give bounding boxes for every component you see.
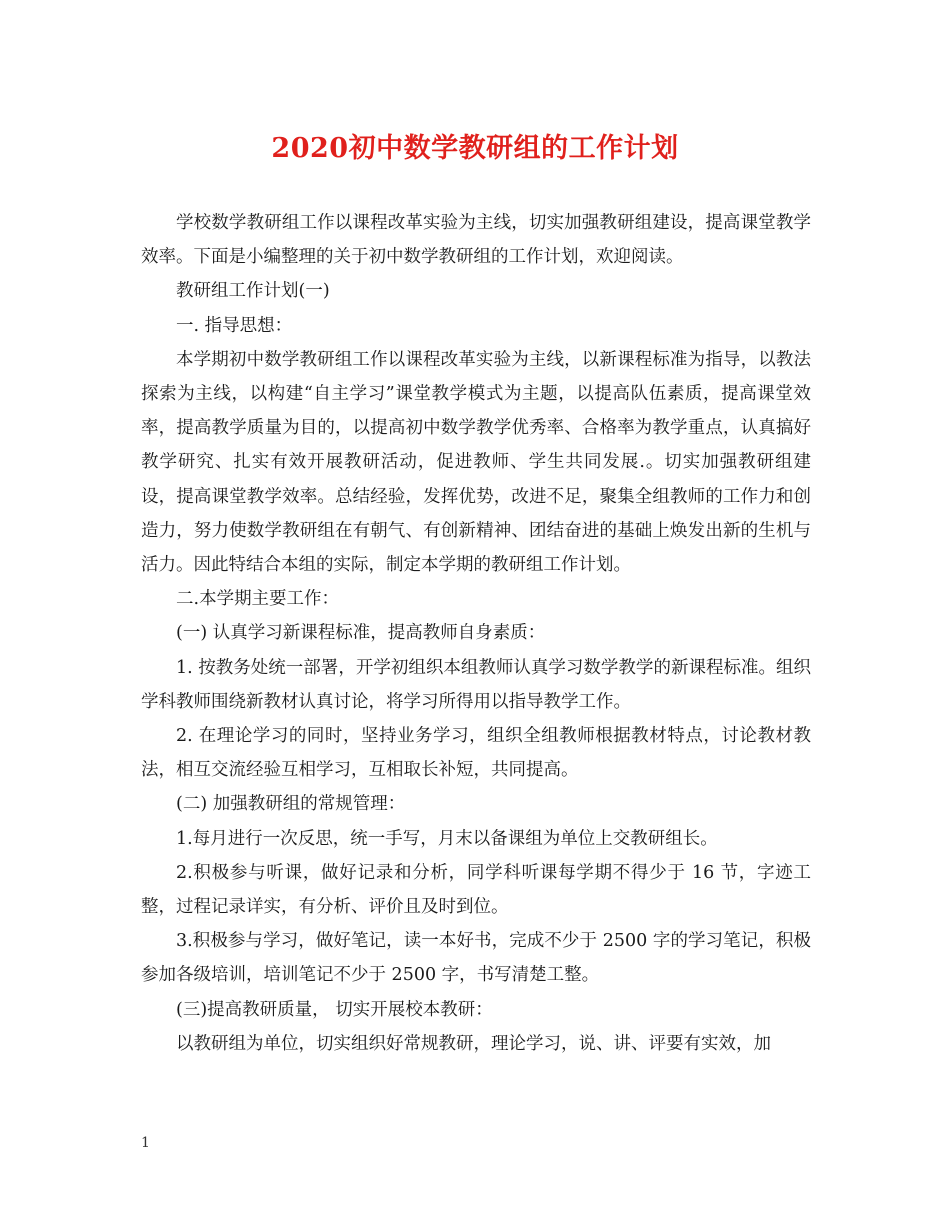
paragraph: 二.本学期主要工作：: [176, 589, 340, 610]
paragraph: 2. 在理论学习的同时，坚持业务学习，组织全组教师根据教材特点，讨论教材教法，相互交流经验互相学习，互相取长补短，共同提高。: [141, 726, 811, 781]
paragraph: 以教研组为单位，切实组织好常规教研，理论学习，说、讲、评要有实效，加: [176, 1033, 771, 1054]
document-title: 2020初中数学教研组的工作计划: [271, 133, 679, 164]
paragraph: 一. 指导思想：: [176, 315, 293, 336]
page-number: 1: [141, 1135, 150, 1151]
document-body: [141, 206, 811, 1061]
paragraph: 学校数学教研组工作以课程改革实验为主线，切实加强教研组建设，提高课堂教学效率。下面是小编整理的关于初中数学教研组的工作计划，欢迎阅读。: [141, 213, 811, 268]
paragraph: 1.每月进行一次反思，统一手写，月末以备课组为单位上交教研组长。: [176, 828, 718, 849]
paragraph: (三)提高教研质量， 切实开展校本教研：: [176, 999, 493, 1020]
paragraph: 教研组工作计划(一): [176, 281, 330, 302]
paragraph: 2.积极参与听课，做好记录和分析，同学科听课每学期不得少于 16 节，字迹工整，过程记录详实，有分析、评价且及时到位。: [141, 862, 811, 918]
paragraph: (二) 加强教研组的常规管理：: [176, 794, 406, 815]
paragraph: (一) 认真学习新课程标准，提高教师自身素质：: [176, 623, 546, 644]
paragraph: 3.积极参与学习，做好笔记，读一本好书，完成不少于 2500 字的学习笔记，积极参加各级培训，培训笔记不少于 2500 字，书写清楚工整。: [141, 931, 811, 986]
paragraph: 本学期初中数学教研组工作以课程改革实验为主线，以新课程标准为指导，以教法探索为主线，以构建“自主学习”课堂教学模式为主题，以提高队伍素质，提高课堂效率，提高教学质量为目的，以提高初中数学教学优秀率、合格率为教学重点，认真搞好教学研究、扎实有效开展教研活动，促进教师、学生共同发展.。切实加强教研组建设，提高课堂教学效率。总结经验，发挥优势，改进不足，聚集全组教师的工作力和创造力，努力使数学教研组在有朝气、有创新精神、团结奋进的基础上焕发出新的生机与活力。因此特结合本组的实际，制定本学期的教研组工作计划。: [141, 349, 811, 576]
paragraph: 1. 按教务处统一部署，开学初组织本组教师认真学习数学教学的新课程标准。组织学科教师围绕新教材认真讨论，将学习所得用以指导教学工作。: [141, 657, 811, 712]
